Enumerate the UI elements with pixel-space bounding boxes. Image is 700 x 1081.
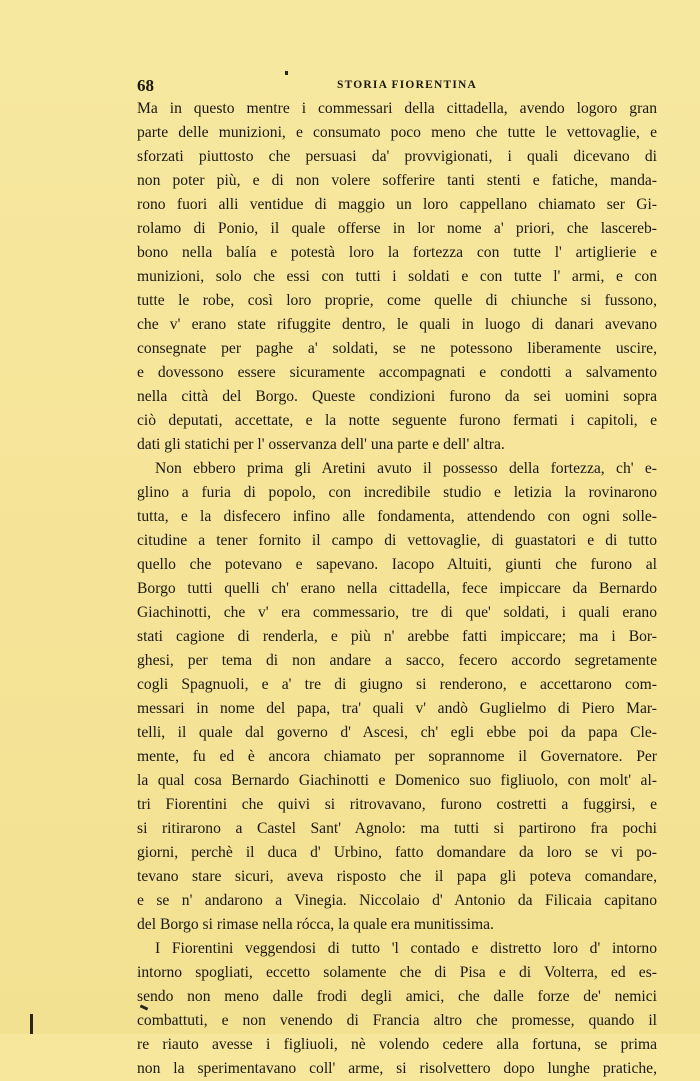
text-line: telli, il quale dal governo d' Ascesi, ch' egli ebbe poi da papa Cle- [137,724,657,741]
text-line: del Borgo si rimase nella rócca, la quale era munitissima. [137,916,494,933]
text-line: ghesi, per tema di non andare a sacco, fecero accordo segretamente [137,652,657,669]
text-line: Non ebbero prima gli Aretini avuto il possesso della fortezza, ch' e- [155,460,657,477]
text-line: parte delle munizioni, e consumato poco meno che tutte le vettovaglie, e [137,124,657,141]
text-line: che v' erano state rifuggite dentro, le quali in luogo di danari avevano [137,316,657,333]
text-line: messari in nome del papa, tra' quali v' andò Guglielmo di Piero Mar- [137,700,657,717]
text-line: munizioni, solo che essi con tutti i soldati e con tutte l' armi, e con [137,268,657,285]
text-line: tri Fiorentini che quivi si ritrovavano, furono costretti a fuggirsi, e [137,796,657,813]
text-line: bono nella balía e potestà loro la fortezza con tutte l' artiglierie e [137,244,657,261]
text-line: re riauto avesse i figliuoli, nè volendo cedere alla fortuna, se prima [137,1036,657,1053]
text-line: rolamo di Ponio, il quale offerse in lor nome a' priori, che lascereb- [137,220,657,237]
text-line: nella città del Borgo. Queste condizioni furono da sei uomini sopra [137,388,657,405]
text-line: quello che potevano e sapevano. Iacopo Altuiti, giunti che furono al [137,556,657,573]
text-line: sendo non meno dalle frodi degli amici, che dalle forze de' nemici [137,988,657,1005]
text-line: Ma in questo mentre i commessari della cittadella, avendo logoro gran [137,100,657,117]
text-line: intorno spogliati, eccetto solamente che di Pisa e di Volterra, ed es- [137,964,657,981]
text-line: la qual cosa Bernardo Giachinotti e Domenico suo figliuolo, con molt' al- [137,772,657,789]
text-line: Borgo tutti quelli ch' erano nella cittadella, fece impiccare da Bernardo [137,580,657,597]
text-line: combattuti, e non venendo di Francia altro che promesse, quando il [137,1012,657,1029]
text-line: non poter più, e di non volere sofferire tanti stenti e fatiche, manda- [137,172,657,189]
text-line: e dovessono essere sicuramente accompagnati e condotti a salvamento [137,364,657,381]
text-line: rono fuori alli ventidue di maggio un loro cappellano chiamato ser Gi- [137,196,657,213]
text-line: giorni, perchè il duca d' Urbino, fatto domandare da loro se vi po- [137,844,657,861]
text-line: citudine a tener fornito il campo di vettovaglie, di guastatori e di tutto [137,532,657,549]
text-line: I Fiorentini veggendosi di tutto 'l contado e distretto loro d' intorno [155,940,657,957]
ink-speck [285,71,288,75]
text-line: si ritirarono a Castel Sant' Agnolo: ma tutti si partirono fra pochi [137,820,657,837]
text-line: dati gli statichi per l' osservanza dell' una parte e dell' altra. [137,436,505,453]
body-text [137,97,657,1081]
text-line: non la sperimentavano coll' arme, si risolvettero dopo lunghe pratiche, [137,1060,657,1077]
page-header [137,76,657,98]
text-line: tutta, e la disfecero infino alle fondamenta, attendendo con ogni solle- [137,508,657,525]
text-line: Giachinotti, che v' era commessario, tre di que' soldati, i quali erano [137,604,657,621]
text-line: sforzati piuttosto che persuasi da' provvigionati, i quali dicevano di [137,148,657,165]
text-line: ciò deputati, accettate, e la notte seguente furono fermati i capitoli, e [137,412,657,429]
page-number: 68 [137,76,154,95]
text-line: cogli Spagnuoli, e a' tre di giugno si renderono, e accettarono com- [137,676,657,693]
text-line: tevano stare sicuri, aveva risposto che il papa gli poteva comandare, [137,868,657,885]
running-title: STORIA FIORENTINA [337,79,478,91]
text-line: e se n' andarono a Vinegia. Niccolaio d' Antonio da Filicaia capitano [137,892,657,909]
page-edge-mark [30,1014,33,1034]
text-line: consegnate per paghe a' soldati, se ne potessono liberamente uscire, [137,340,657,357]
text-line: tutte le robe, così loro proprie, come quelle di chiunche si fussono, [137,292,657,309]
text-line: mente, fu ed è ancora chiamato per soprannome il Governatore. Per [137,748,657,765]
text-line: glino a furia di popolo, con incredibile studio e letizia la rovinarono [137,484,657,501]
text-line: stati cagione di renderla, e più n' arebbe fatti impiccare; ma i Bor- [137,628,657,645]
